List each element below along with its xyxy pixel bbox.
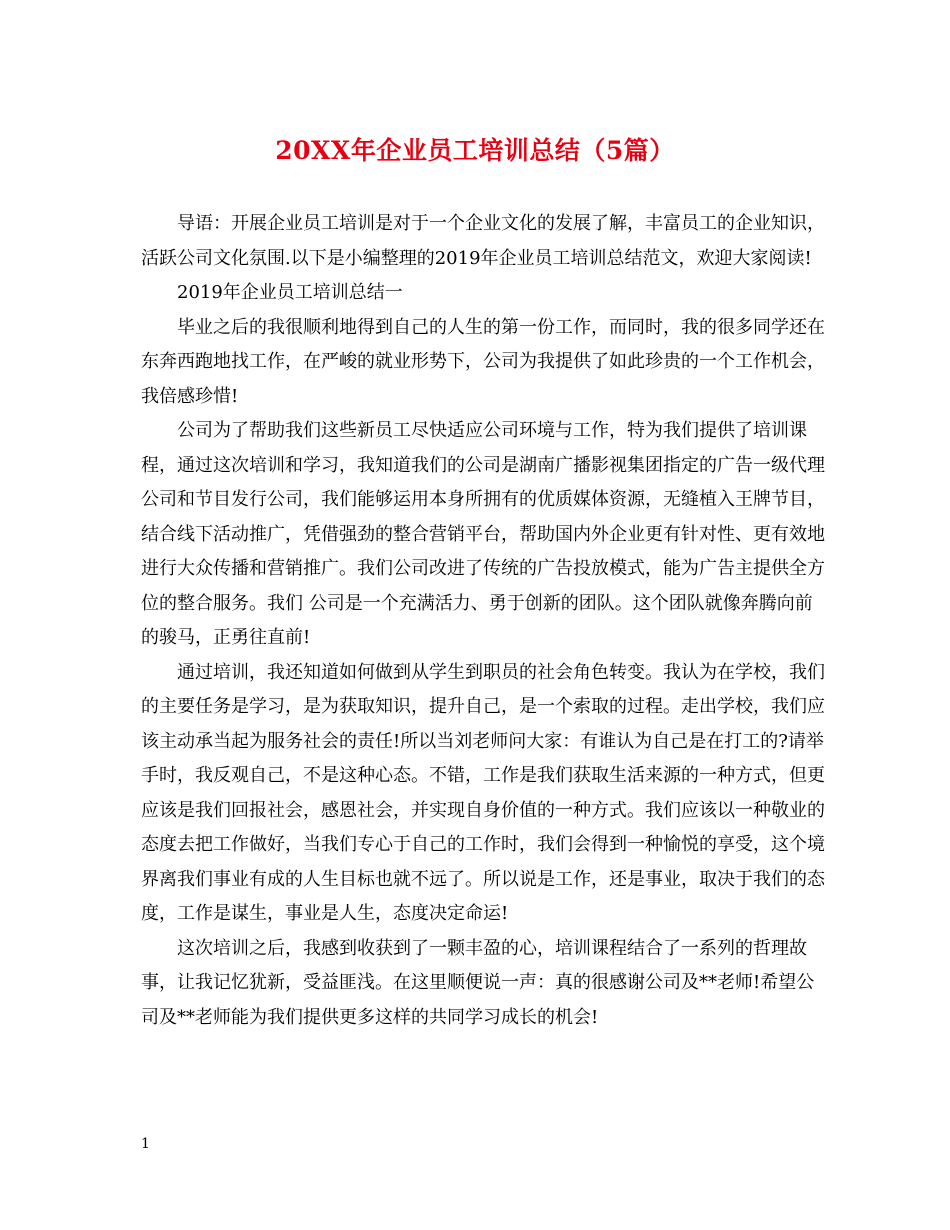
intro-paragraph: 导语：开展企业员工培训是对于一个企业文化的发展了解，丰富员工的企业知识，活跃公司文化氛围.以下是小编整理的2019年企业员工培训总结范文，欢迎大家阅读! — [141, 213, 825, 269]
body-paragraph: 通过培训，我还知道如何做到从学生到职员的社会角色转变。我认为在学校，我们的主要任务是学习，是为获取知识，提升自己，是一个索取的过程。走出学校，我们应该主动承当起为服务社会的责任!所以当刘老师问大家：有谁认为自己是在打工的?请举手时，我反观自己，不是这种心态。不错，工作是我们获取生活来源的一种方式，但更应该是我们回报社会，感恩社会，并实现自身价值的一种方式。我们应该以一种敬业的态度去把工作做好，当我们专心于自己的工作时，我们会得到一种愉悦的享受，这个境界离我们事业有成的人生目标也就不远了。所以说是工作，还是事业，取决于我们的态度，工作是谋生，事业是人生，态度决定命运! — [141, 661, 825, 924]
body-paragraph: 毕业之后的我很顺利地得到自己的人生的第一份工作，而同时，我的很多同学还在东奔西跑地找工作，在严峻的就业形势下，公司为我提供了如此珍贵的一个工作机会，我倍感珍惜! — [141, 316, 825, 407]
document-body — [141, 207, 826, 1035]
page-number: 1 — [141, 1136, 150, 1152]
document-title: 20XX年企业员工培训总结（5篇） — [275, 136, 675, 165]
body-paragraph: 公司为了帮助我们这些新员工尽快适应公司环境与工作，特为我们提供了培训课程，通过这次培训和学习，我知道我们的公司是湖南广播影视集团指定的广告一级代理公司和节目发行公司，我们能够运用本身所拥有的优质媒体资源，无缝植入王牌节目，结合线下活动推广，凭借强劲的整合营销平台，帮助国内外企业更有针对性、更有效地进行大众传播和营销推广。我们公司改进了传统的广告投放模式，能为广告主提供全方位的整合服务。我们 公司是一个充满活力、勇于创新的团队。这个团队就像奔腾向前的骏马，正勇往直前! — [141, 420, 825, 648]
section-heading: 2019年企业员工培训总结一 — [177, 282, 403, 303]
body-paragraph: 这次培训之后，我感到收获到了一颗丰盈的心，培训课程结合了一系列的哲理故事，让我记忆犹新，受益匪浅。在这里顺便说一声：真的很感谢公司及**老师!希望公司及**老师能为我们提供更多这样的共同学习成长的机会! — [141, 937, 815, 1028]
